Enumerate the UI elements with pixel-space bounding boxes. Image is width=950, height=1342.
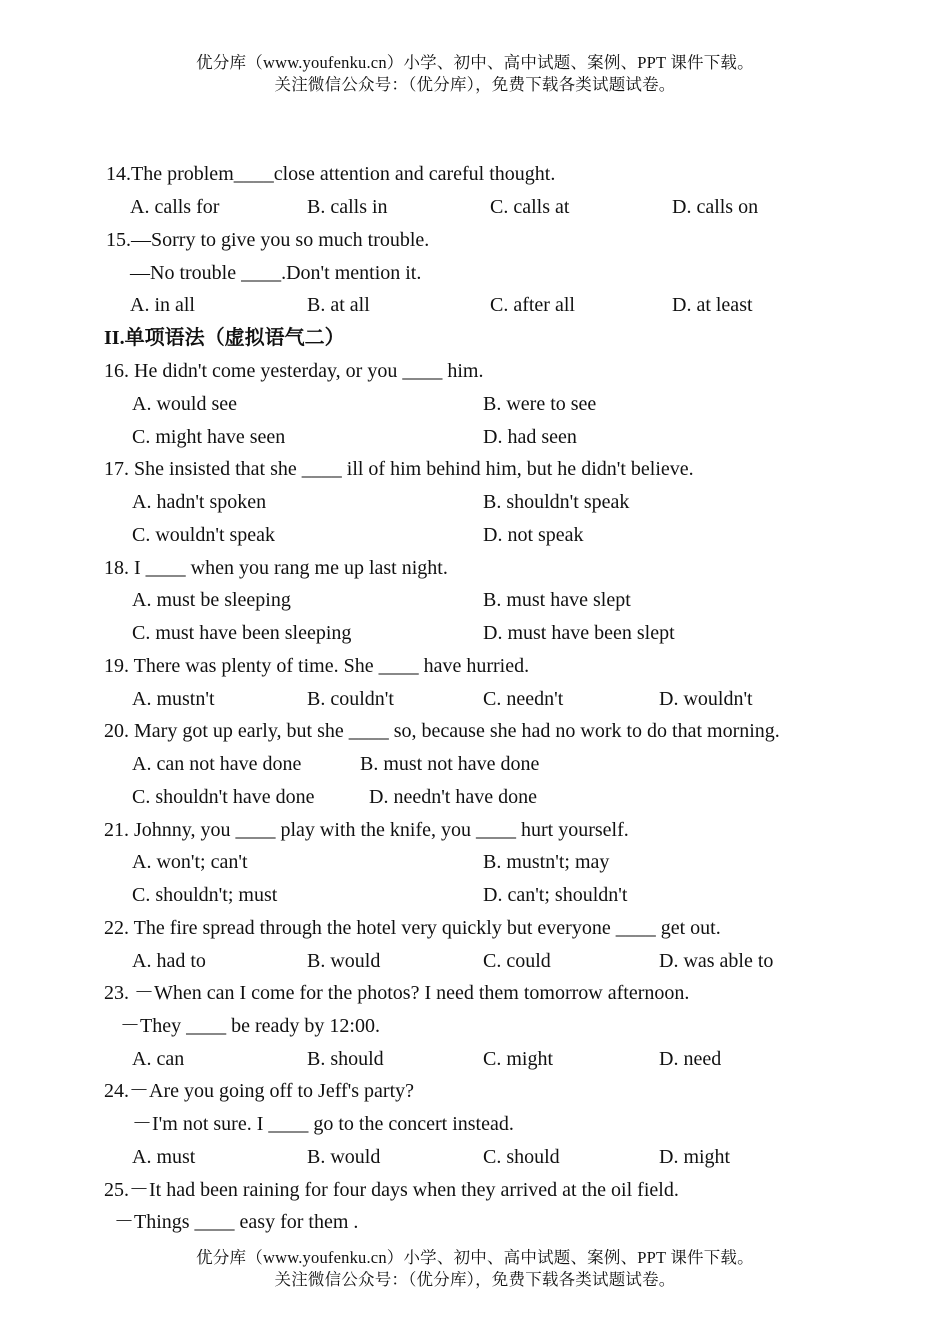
header-line-1: 优分库（www.youfenku.cn）小学、初中、高中试题、案例、PPT 课件下载。 [196, 53, 754, 72]
q21-option-a: A. won't; can't [132, 851, 248, 873]
q19-option-b: B. couldn't [307, 688, 394, 710]
q22-option-b: B. would [307, 950, 381, 972]
q16-option-d: D. had seen [483, 426, 577, 448]
q15-option-d: D. at least [672, 294, 753, 316]
q23-reply: －They ____ be ready by 12:00. [120, 1015, 380, 1037]
section-2-heading: II.单项语法（虚拟语气二） [104, 327, 345, 349]
q16-stem: 16. He didn't come yesterday, or you ____ him. [104, 360, 484, 382]
q16-option-a: A. would see [132, 393, 237, 415]
q19-option-d: D. wouldn't [659, 688, 753, 710]
q15-option-b: B. at all [307, 294, 370, 316]
q23-option-c: C. might [483, 1048, 554, 1070]
q21-option-b: B. mustn't; may [483, 851, 610, 873]
q20-stem: 20. Mary got up early, but she ____ so, because she had no work to do that morning. [104, 720, 780, 742]
q23-option-d: D. need [659, 1048, 722, 1070]
q17-option-b: B. shouldn't speak [483, 491, 630, 513]
page-footer [0, 1247, 950, 1291]
q24-option-d: D. might [659, 1146, 731, 1168]
q17-option-a: A. hadn't spoken [132, 491, 267, 513]
q15-stem: 15.—Sorry to give you so much trouble. [106, 229, 430, 251]
q18-stem: 18. I ____ when you rang me up last night. [104, 557, 448, 579]
q18-option-b: B. must have slept [483, 589, 631, 611]
q24-option-c: C. should [483, 1146, 560, 1168]
q20-option-d: D. needn't have done [369, 786, 537, 808]
q22-stem: 22. The fire spread through the hotel very quickly but everyone ____ get out. [104, 917, 721, 939]
page-header [0, 52, 950, 96]
q18-option-d: D. must have been slept [483, 622, 675, 644]
q17-option-c: C. wouldn't speak [132, 524, 276, 546]
q25-stem: 25.－It had been raining for four days when they arrived at the oil field. [104, 1179, 679, 1201]
q20-option-a: A. can not have done [132, 753, 302, 775]
q17-stem: 17. She insisted that she ____ ill of him behind him, but he didn't believe. [104, 458, 694, 480]
q16-option-c: C. might have seen [132, 426, 286, 448]
q24-reply: －I'm not sure. I ____ go to the concert instead. [132, 1113, 514, 1135]
q14-option-d: D. calls on [672, 196, 759, 218]
q19-option-a: A. mustn't [132, 688, 215, 710]
q23-option-b: B. should [307, 1048, 384, 1070]
q20-option-c: C. shouldn't have done [132, 786, 315, 808]
q14-option-b: B. calls in [307, 196, 388, 218]
q14-option-c: C. calls at [490, 196, 570, 218]
q22-option-c: C. could [483, 950, 551, 972]
q19-stem: 19. There was plenty of time. She ____ have hurried. [104, 655, 530, 677]
q25-reply: －Things ____ easy for them . [114, 1211, 359, 1233]
q17-option-d: D. not speak [483, 524, 584, 546]
q21-option-d: D. can't; shouldn't [483, 884, 628, 906]
q23-option-a: A. can [132, 1048, 185, 1070]
q20-option-b: B. must not have done [360, 753, 540, 775]
q18-option-c: C. must have been sleeping [132, 622, 352, 644]
footer-line-2: 关注微信公众号：（优分库），免费下载各类试题试卷。 [274, 1270, 676, 1289]
q15-option-a: A. in all [130, 294, 195, 316]
q14-stem: 14.The problem____close attention and careful thought. [106, 163, 556, 185]
q21-option-c: C. shouldn't; must [132, 884, 278, 906]
q24-stem: 24.－Are you going off to Jeff's party? [104, 1080, 415, 1102]
q15-option-c: C. after all [490, 294, 575, 316]
q23-stem: 23. －When can I come for the photos? I need them tomorrow afternoon. [104, 982, 690, 1004]
q22-option-d: D. was able to [659, 950, 774, 972]
q22-option-a: A. had to [132, 950, 206, 972]
q16-option-b: B. were to see [483, 393, 597, 415]
q19-option-c: C. needn't [483, 688, 564, 710]
q21-stem: 21. Johnny, you ____ play with the knife, you ____ hurt yourself. [104, 819, 629, 841]
q15-reply: —No trouble ____.Don't mention it. [130, 262, 422, 284]
header-line-2: 关注微信公众号：（优分库），免费下载各类试题试卷。 [274, 75, 676, 94]
q14-option-a: A. calls for [130, 196, 220, 218]
footer-line-1: 优分库（www.youfenku.cn）小学、初中、高中试题、案例、PPT 课件下载。 [196, 1248, 754, 1267]
q24-option-b: B. would [307, 1146, 381, 1168]
q24-option-a: A. must [132, 1146, 196, 1168]
q18-option-a: A. must be sleeping [132, 589, 291, 611]
